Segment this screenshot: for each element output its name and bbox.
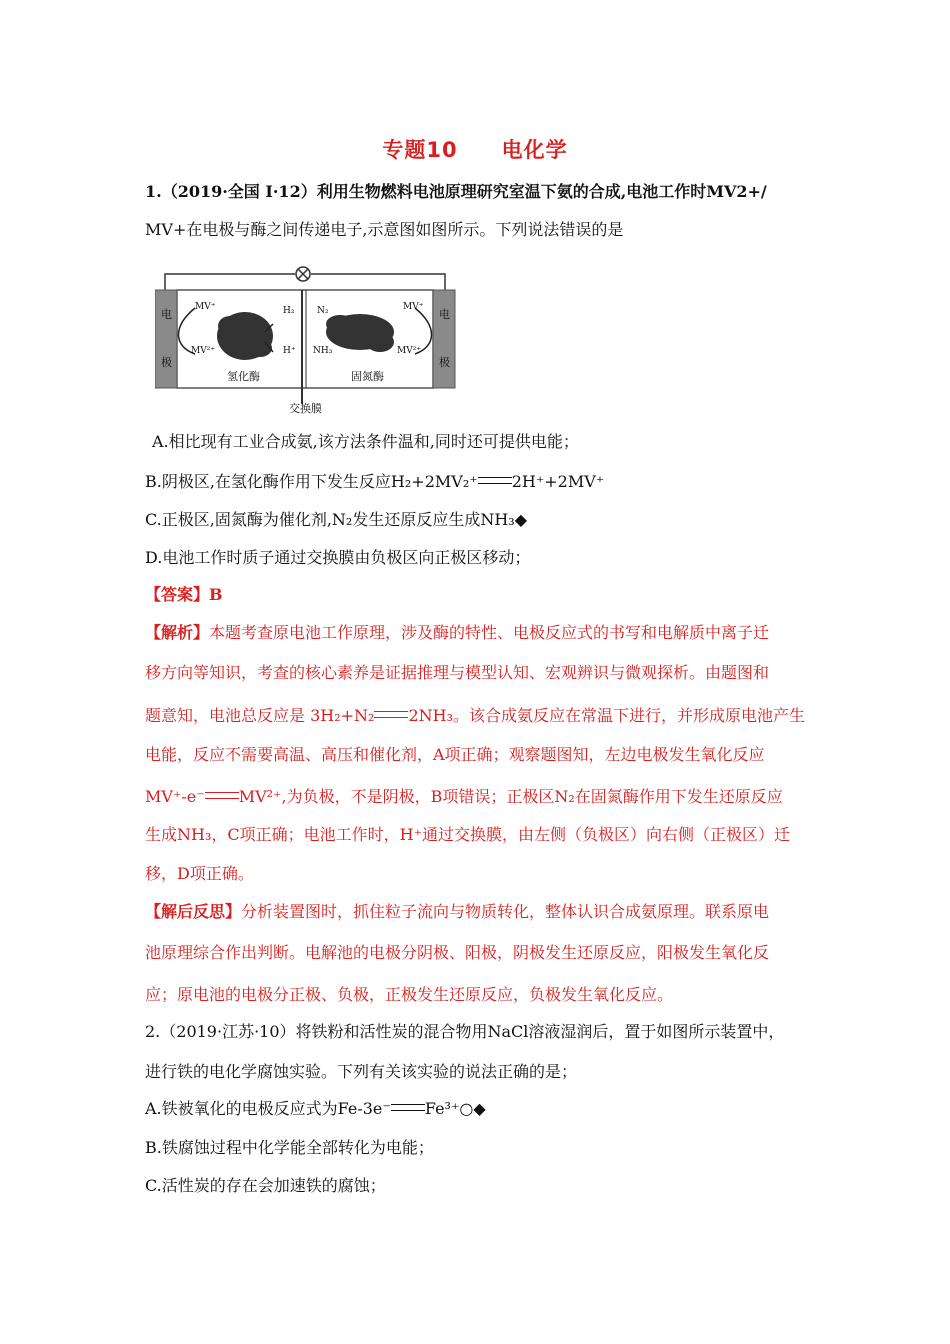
answer-label: 【答案】 — [145, 585, 210, 604]
analysis-label: 【解析】 — [145, 623, 210, 642]
h-plus-label: H⁺ — [283, 346, 296, 356]
h2-label: H₂ — [283, 306, 295, 316]
electrode-right-top-label: 电 — [439, 308, 450, 321]
electrode-left-bottom-label: 极 — [161, 356, 172, 369]
analysis-line-7: 移，D项正确。 — [145, 864, 254, 883]
mv-plus-left-label: MV⁺ — [195, 302, 216, 312]
reflect-text-1: 分析装置图时，抓住粒子流向与物质转化，整体认识合成氨原理。联系原电 — [241, 902, 770, 921]
q2-option-a-right: Fe³⁺○◆ — [424, 1099, 486, 1118]
q2-option-b: B.铁腐蚀过程中化学能全部转化为电能； — [145, 1138, 434, 1157]
q1-stem-line2: MV+在电极与酶之间传递电子,示意图如图所示。下列说法错误的是 — [145, 220, 624, 239]
reflect-line-2: 池原理综合作出判断。电解池的电极分阴极、阳极，阴极发生还原反应，阳极发生氧化反 — [145, 943, 770, 962]
nh3-label: NH₃ — [313, 346, 333, 356]
analysis-text-1: 本题考查原电池工作原理，涉及酶的特性、电极反应式的书写和电解质中离子迁 — [209, 623, 770, 642]
nitrogenase-label: 固氮酶 — [351, 370, 384, 383]
q1-option-b-left: B.阴极区,在氢化酶作用下发生反应H₂+2MV₂⁺ — [145, 472, 478, 491]
q1-stem-line1 — [145, 182, 767, 202]
analysis-text-3a: 题意知，电池总反应是 3H₂+N₂ — [145, 706, 375, 725]
right-electrode — [433, 290, 455, 388]
mv-2plus-right-label: MV²⁺ — [397, 346, 422, 356]
equals-sign-icon — [478, 477, 512, 484]
q2-stem-line1: 2.（2019·江苏·10）将铁粉和活性炭的混合物用NaCl溶液湿润后，置于如图所示装置中， — [145, 1022, 785, 1041]
q1-option-b-right: 2H⁺+2MV⁺ — [511, 472, 605, 491]
electrode-left-top-label: 电 — [161, 308, 172, 321]
analysis-line-5 — [145, 787, 783, 807]
fuel-cell-figure — [155, 266, 460, 416]
analysis-line-1 — [145, 623, 769, 643]
equals-sign-icon — [374, 711, 408, 718]
q1-cell-diagram — [155, 266, 460, 416]
n2-label: N₂ — [317, 306, 329, 316]
reflect-line-3: 应；原电池的电极分正极、负极，正极发生还原反应，负极发生氧化反应。 — [145, 985, 674, 1004]
reflect-line-1 — [145, 902, 769, 922]
q1-option-c: C.正极区,固氮酶为催化剂,N₂发生还原反应生成NH₃◆ — [145, 510, 528, 529]
analysis-line-3 — [145, 706, 805, 726]
q2-option-a-left: A.铁被氧化的电极反应式为Fe-3e⁻ — [145, 1099, 391, 1118]
analysis-text-5b: MV²⁺,为负极，不是阴极，B项错误；正极区N₂在固氮酶作用下发生还原反应 — [238, 787, 783, 806]
q2-option-a — [145, 1099, 486, 1119]
reflect-label: 【解后反思】 — [145, 902, 242, 921]
q1-stem-text-1: 1.（2019·全国 Ⅰ·12）利用生物燃料电池原理研究室温下氨的合成,电池工作时MV2+/ — [145, 182, 767, 201]
q2-stem-line2: 进行铁的电化学腐蚀实验。下列有关该实验的说法正确的是； — [145, 1062, 578, 1081]
analysis-text-3b: 2NH₃。该合成氨反应在常温下进行，并形成原电池产生 — [408, 706, 806, 725]
mv-plus-right-label: MV⁺ — [403, 302, 424, 312]
q1-answer — [145, 585, 223, 605]
analysis-text-5a: MV⁺-e⁻ — [145, 787, 205, 806]
left-electrode — [155, 290, 177, 388]
q1-option-a: A.相比现有工业合成氨,该方法条件温和,同时还可提供电能； — [152, 432, 579, 451]
analysis-line-2: 移方向等知识，考查的核心素养是证据推理与模型认知、宏观辨识与微观探析。由题图和 — [145, 663, 770, 682]
analysis-line-4: 电能，反应不需要高温、高压和催化剂，A项正确；观察题图知，左边电极发生氧化反应 — [145, 745, 765, 764]
page-title: 专题10 电化学 — [382, 138, 568, 162]
q2-option-c: C.活性炭的存在会加速铁的腐蚀； — [145, 1176, 386, 1195]
answer-value: B — [209, 585, 223, 604]
q1-option-b — [145, 472, 604, 492]
hydrogenase-label: 氢化酶 — [227, 370, 260, 383]
electrode-right-bottom-label: 极 — [439, 356, 450, 369]
mv-2plus-left-label: MV²⁺ — [191, 346, 216, 356]
equals-sign-icon — [391, 1104, 425, 1111]
membrane-label: 交换膜 — [289, 402, 322, 415]
q1-option-d: D.电池工作时质子通过交换膜由负极区向正极区移动； — [145, 548, 531, 567]
analysis-line-6: 生成NH₃，C项正确；电池工作时，H⁺通过交换膜，由左侧（负极区）向右侧（正极区）迁 — [145, 825, 791, 844]
equals-sign-icon — [205, 792, 239, 799]
